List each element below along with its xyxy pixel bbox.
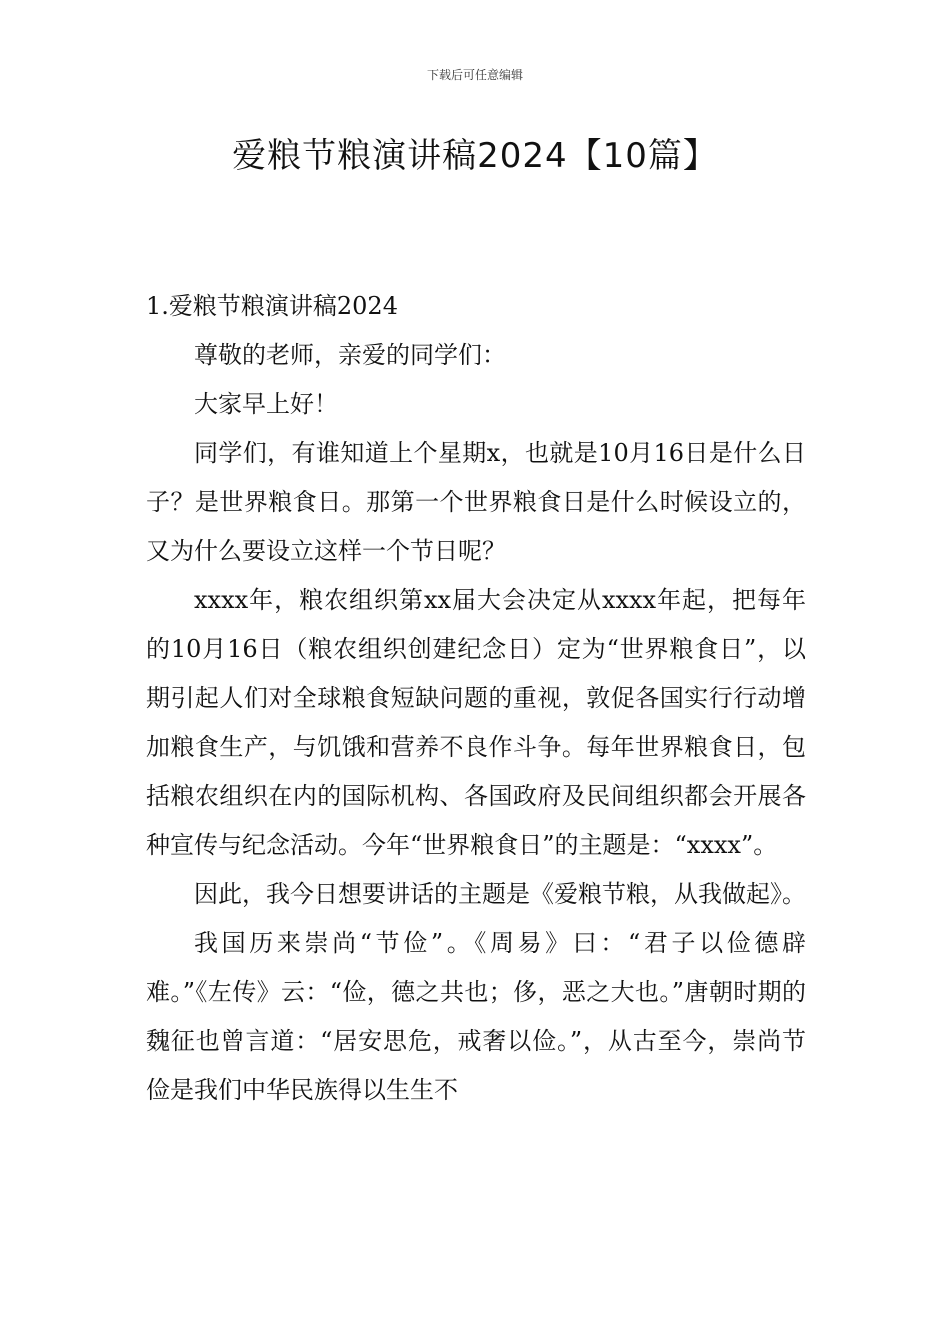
section-heading: 1.爱粮节粮演讲稿2024	[146, 292, 398, 320]
document-body	[146, 282, 806, 1115]
paragraph-salutation: 尊敬的老师，亲爱的同学们：	[194, 341, 506, 369]
paragraph-history: xxxx年，粮农组织第xx届大会决定从xxxx年起，把每年的10月16日（粮农组织创建纪念日）定为“世界粮食日”，以期引起人们对全球粮食短缺问题的重视，敦促各国实行行动增加粮食生产，与饥饿和营养不良作斗争。每年世界粮食日，包括粮农组织在内的国际机构、各国政府及民间组织都会开展各种宣传与纪念活动。今年“世界粮食日”的主题是：“xxxx”。	[146, 586, 806, 859]
header-note: 下载后可任意编辑	[426, 68, 523, 82]
paragraph-theme: 因此，我今日想要讲话的主题是《爱粮节粮，从我做起》。	[194, 880, 806, 908]
paragraph-greeting: 大家早上好！	[194, 390, 338, 418]
paragraph-frugality: 我国历来崇尚“节俭”。《周易》曰：“君子以俭德辟难。”《左传》云：“俭，德之共也；侈，恶之大也。”唐朝时期的魏征也曾言道：“居安思危，戒奢以俭。”，从古至今，崇尚节俭是我们中华民族得以生生不	[146, 929, 806, 1104]
paragraph-question: 同学们，有谁知道上个星期x，也就是10月16日是什么日子？是世界粮食日。那第一个世界粮食日是什么时候设立的，又为什么要设立这样一个节日呢？	[146, 439, 806, 565]
document-title: 爱粮节粮演讲稿2024【10篇】	[232, 136, 718, 176]
